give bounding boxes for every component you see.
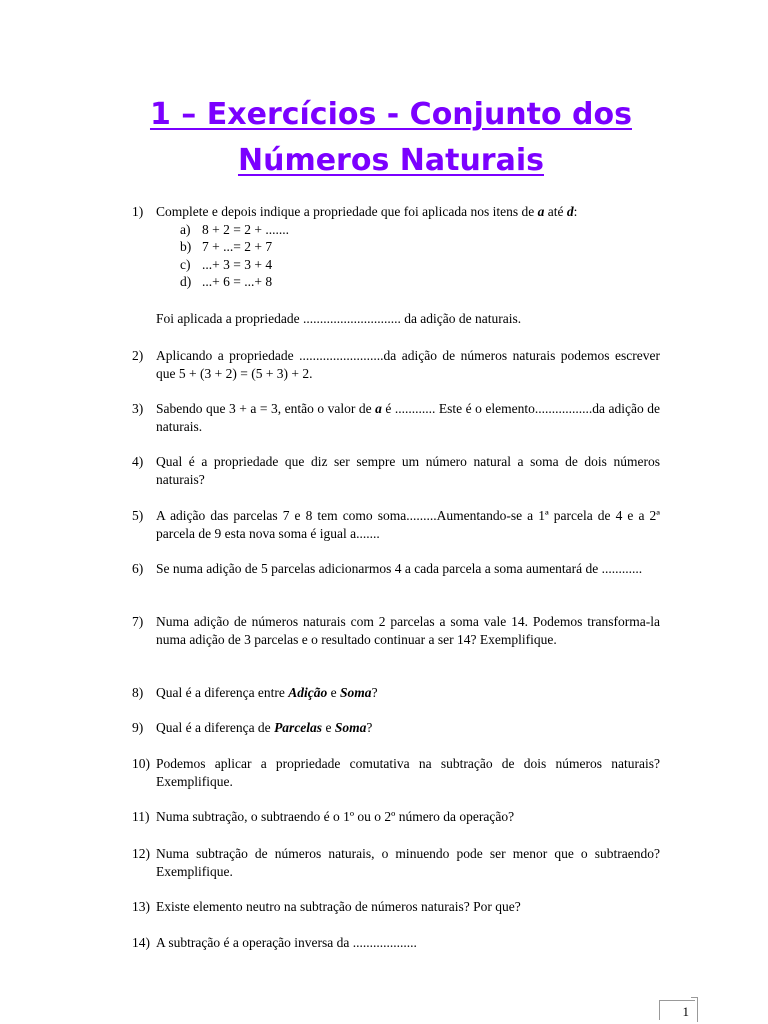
question-number: 11) (132, 809, 150, 824)
question-number: 12) (132, 846, 150, 861)
question-number: 9) (132, 720, 144, 735)
item-text: ...+ 3 = 3 + 4 (202, 257, 273, 272)
question-number: 5) (132, 508, 144, 523)
question-text: Se numa adição de 5 parcelas adicionarmos 4 a cada parcela a soma aumentará de ............ (156, 561, 643, 576)
question-text-part: ? (371, 685, 378, 700)
variable-d: d (566, 204, 574, 219)
question-text: A adição das parcelas 7 e 8 tem como soma.........Aumentando-se a 1ª parcela de 4 e a 2ª parcela de 9 esta nova soma é igual a....... (156, 508, 660, 541)
term-soma: Soma (340, 685, 372, 700)
question-9 (132, 719, 660, 737)
document-title (0, 92, 768, 184)
question-text-part: Qual é a diferença de (156, 720, 275, 735)
question-text: Numa adição de números naturais com 2 parcelas a soma vale 14. Podemos transforma-la numa adição de 3 parcelas e o resultado continuar a ser 14? Exemplifique. (156, 614, 660, 647)
item-text: ...+ 6 = ...+ 8 (202, 274, 273, 289)
question-3 (132, 400, 660, 435)
term-parcelas: Parcelas (274, 720, 323, 735)
question-text (156, 203, 660, 221)
question-text: Podemos aplicar a propriedade comutativa na subtração de dois números naturais? Exemplifique. (156, 756, 660, 789)
question-text-part: Complete e depois indique a propriedade que foi aplicada nos itens de (156, 204, 538, 219)
question-text-part: é ............ Este é o elemento.................da adição de naturais. (156, 401, 660, 434)
question-text: Qual é a propriedade que diz ser sempre um número natural a soma de dois números naturais? (156, 454, 660, 487)
title-line-2: Números Naturais (237, 143, 544, 178)
question-8 (132, 684, 660, 702)
item-text: 7 + ...= 2 + 7 (202, 239, 273, 254)
question-text-part: e (327, 685, 341, 700)
item-d (180, 273, 272, 291)
question-text: Aplicando a propriedade .........................da adição de números naturais podemos escrever que 5 + (3 + 2) = (5 + 3) + 2. (156, 348, 660, 381)
question-text: Numa subtração, o subtraendo é o 1º ou o 2º número da operação? (156, 809, 515, 824)
question-5 (132, 507, 660, 542)
question-1 (132, 203, 660, 221)
term-adicao: Adição (288, 685, 328, 700)
question-text: Existe elemento neutro na subtração de números naturais? Por que? (156, 899, 521, 914)
question-14 (132, 934, 660, 952)
question-11 (132, 808, 660, 826)
question-number: 8) (132, 685, 144, 700)
question-2 (132, 347, 660, 382)
question-text (156, 684, 660, 702)
question-text-part: Sabendo que 3 + a = 3, então o valor de (156, 401, 376, 416)
item-c (180, 256, 272, 274)
item-label: d) (180, 274, 192, 289)
variable-a: a (375, 401, 382, 416)
title-line-1: 1 – Exercícios - Conjunto dos (149, 97, 632, 132)
question-number: 6) (132, 561, 144, 576)
item-label: a) (180, 222, 191, 237)
item-text: 8 + 2 = 2 + ....... (202, 222, 289, 237)
item-b (180, 238, 272, 256)
variable-a: a (537, 204, 545, 219)
item-a (180, 221, 289, 239)
question-number: 7) (132, 614, 144, 629)
question-text (156, 400, 660, 435)
question-text-part: Qual é a diferença entre (156, 685, 289, 700)
question-text: Numa subtração de números naturais, o minuendo pode ser menor que o subtraendo? Exemplifique. (156, 846, 660, 879)
item-label: c) (180, 257, 191, 272)
question-number: 13) (132, 899, 150, 914)
question-6 (132, 560, 660, 578)
question-number: 4) (132, 454, 144, 469)
question-number: 14) (132, 935, 150, 950)
term-soma: Soma (334, 720, 367, 735)
question-text-part: ? (366, 720, 373, 735)
question-number: 2) (132, 348, 144, 363)
page-number: 1 (659, 1000, 695, 1020)
question-text-part: até (544, 204, 567, 219)
question-4 (132, 453, 660, 488)
question-number: 1) (132, 204, 144, 219)
question-1-note: Foi aplicada a propriedade ............................. da adição de naturais. (156, 311, 522, 326)
item-label: b) (180, 239, 192, 254)
question-text (156, 719, 660, 737)
question-7 (132, 613, 660, 648)
question-13 (132, 898, 660, 916)
question-number: 3) (132, 401, 144, 416)
question-text: A subtração é a operação inversa da ................... (156, 935, 417, 950)
question-number: 10) (132, 756, 150, 771)
question-text-part: : (573, 204, 578, 219)
question-10 (132, 755, 660, 790)
question-text-part: e (322, 720, 335, 735)
question-12 (132, 845, 660, 880)
